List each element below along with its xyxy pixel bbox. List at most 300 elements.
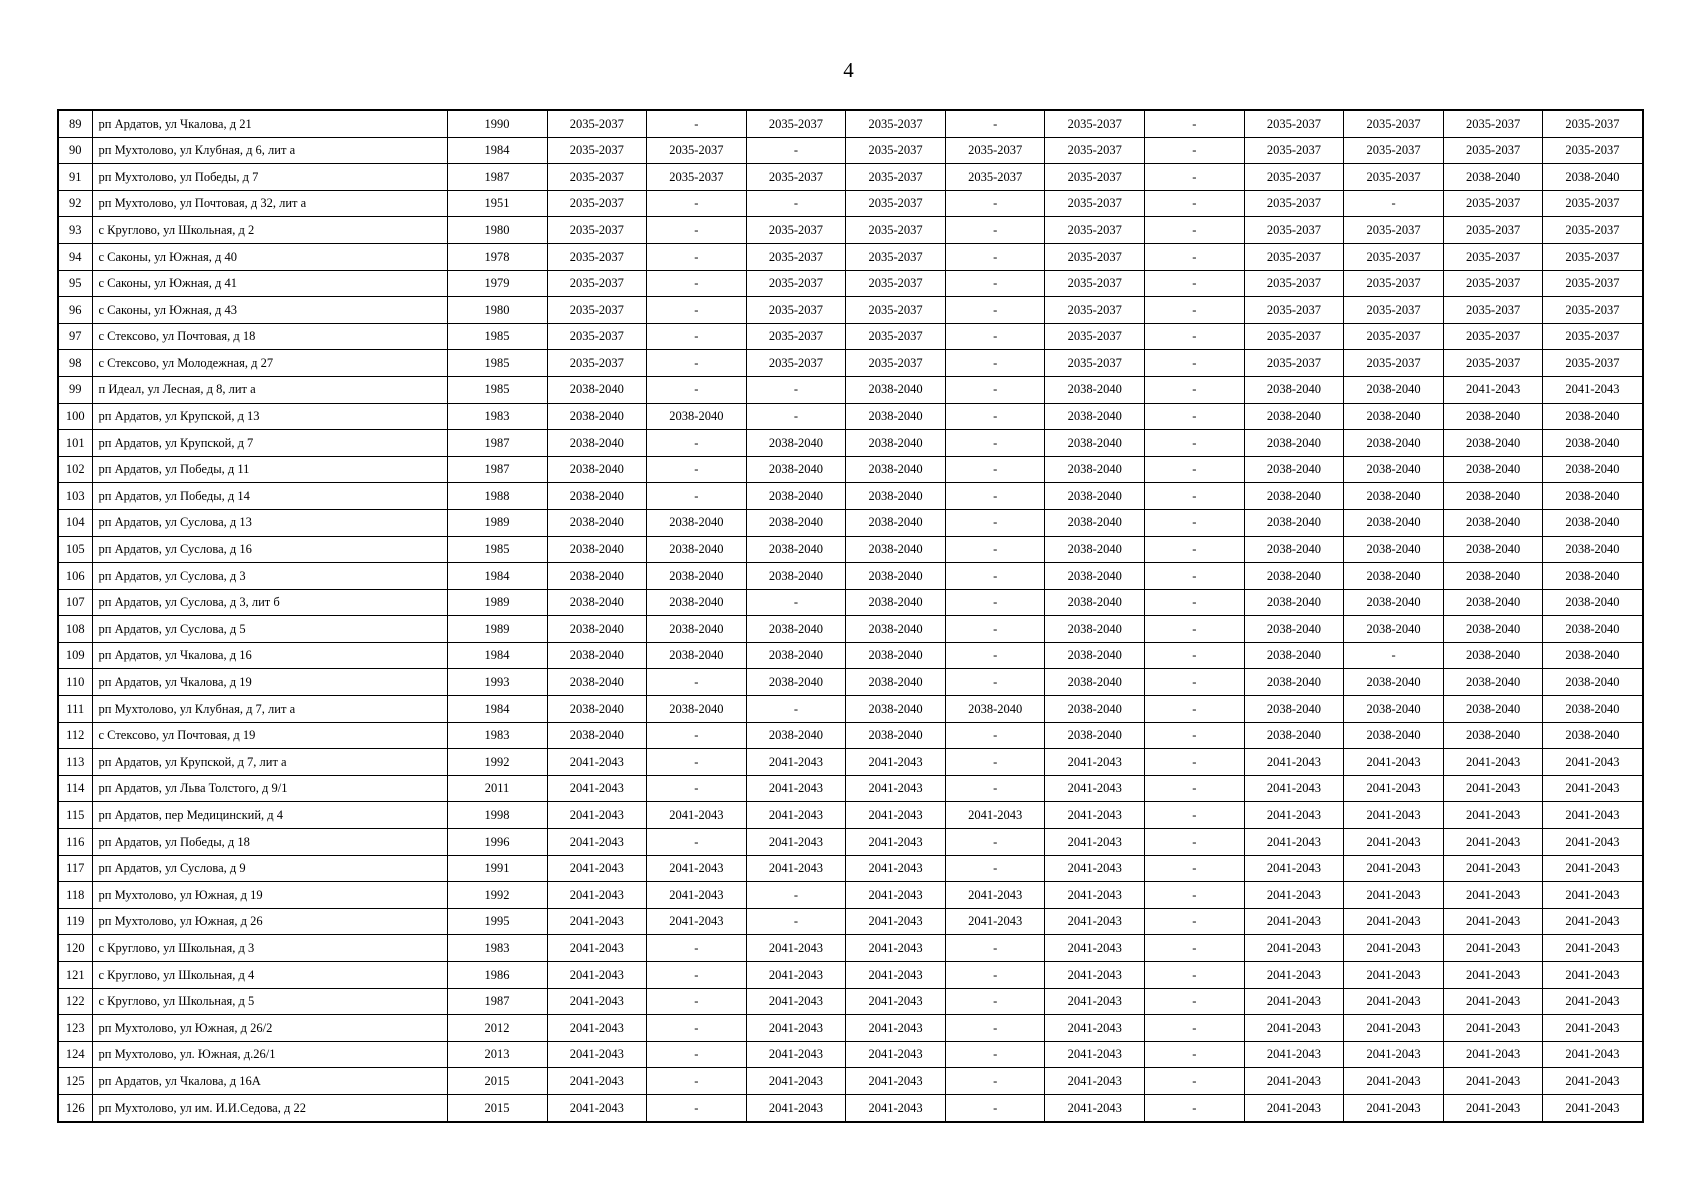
cell-period-col-5: - <box>945 297 1045 324</box>
cell-period-col-9: 2038-2040 <box>1344 430 1444 457</box>
cell-period-col-8: 2041-2043 <box>1244 882 1344 909</box>
cell-row-number: 120 <box>58 935 92 962</box>
cell-period-col-7: - <box>1145 563 1245 590</box>
cell-address: рп Ардатов, ул Чкалова, д 16 <box>92 642 447 669</box>
cell-period-col-8: 2038-2040 <box>1244 696 1344 723</box>
cell-period-col-8: 2038-2040 <box>1244 403 1344 430</box>
cell-period-col-8: 2035-2037 <box>1244 270 1344 297</box>
cell-period-col-2: - <box>647 376 747 403</box>
cell-period-col-8: 2035-2037 <box>1244 164 1344 191</box>
cell-period-col-3: 2038-2040 <box>746 642 846 669</box>
cell-period-col-7: - <box>1145 164 1245 191</box>
cell-address: рп Ардатов, пер Медицинский, д 4 <box>92 802 447 829</box>
cell-period-col-11: 2035-2037 <box>1543 190 1643 217</box>
cell-period-col-5: 2041-2043 <box>945 908 1045 935</box>
cell-period-col-10: 2035-2037 <box>1443 350 1543 377</box>
cell-period-col-5: - <box>945 563 1045 590</box>
table-row <box>58 297 1643 324</box>
table-row <box>58 190 1643 217</box>
cell-period-col-6: 2038-2040 <box>1045 403 1145 430</box>
table-row <box>58 589 1643 616</box>
cell-period-col-6: 2041-2043 <box>1045 1094 1145 1121</box>
cell-period-col-9: 2038-2040 <box>1344 563 1444 590</box>
cell-address: с Стексово, ул Молодежная, д 27 <box>92 350 447 377</box>
cell-period-col-9: 2041-2043 <box>1344 1094 1444 1121</box>
cell-period-col-11: 2038-2040 <box>1543 430 1643 457</box>
cell-period-col-10: 2038-2040 <box>1443 403 1543 430</box>
cell-period-col-11: 2038-2040 <box>1543 669 1643 696</box>
table-row <box>58 164 1643 191</box>
cell-period-col-6: 2038-2040 <box>1045 642 1145 669</box>
cell-period-col-3: - <box>746 403 846 430</box>
table-row <box>58 456 1643 483</box>
cell-period-col-9: 2038-2040 <box>1344 456 1444 483</box>
cell-period-col-7: - <box>1145 350 1245 377</box>
cell-period-col-2: - <box>647 297 747 324</box>
cell-period-col-5: - <box>945 110 1045 137</box>
cell-address: с Круглово, ул Школьная, д 5 <box>92 988 447 1015</box>
cell-period-col-6: 2041-2043 <box>1045 908 1145 935</box>
cell-year-built: 2013 <box>447 1041 547 1068</box>
cell-period-col-8: 2041-2043 <box>1244 1094 1344 1121</box>
cell-period-col-4: 2035-2037 <box>846 270 946 297</box>
cell-period-col-9: 2041-2043 <box>1344 1015 1444 1042</box>
cell-address: рп Ардатов, ул Чкалова, д 19 <box>92 669 447 696</box>
cell-period-col-8: 2038-2040 <box>1244 430 1344 457</box>
cell-address: с Саконы, ул Южная, д 43 <box>92 297 447 324</box>
cell-period-col-10: 2041-2043 <box>1443 962 1543 989</box>
cell-period-col-10: 2041-2043 <box>1443 988 1543 1015</box>
cell-period-col-6: 2038-2040 <box>1045 430 1145 457</box>
cell-period-col-4: 2041-2043 <box>846 1094 946 1121</box>
cell-year-built: 1992 <box>447 749 547 776</box>
cell-year-built: 2011 <box>447 775 547 802</box>
cell-period-col-5: - <box>945 323 1045 350</box>
cell-period-col-3: 2035-2037 <box>746 164 846 191</box>
cell-period-col-8: 2041-2043 <box>1244 1068 1344 1095</box>
cell-address: рп Ардатов, ул Победы, д 14 <box>92 483 447 510</box>
cell-period-col-4: 2038-2040 <box>846 563 946 590</box>
cell-address: с Круглово, ул Школьная, д 4 <box>92 962 447 989</box>
cell-period-col-10: 2038-2040 <box>1443 642 1543 669</box>
cell-period-col-1: 2041-2043 <box>547 749 647 776</box>
table-row <box>58 376 1643 403</box>
cell-period-col-4: 2038-2040 <box>846 589 946 616</box>
cell-period-col-8: 2035-2037 <box>1244 110 1344 137</box>
cell-row-number: 91 <box>58 164 92 191</box>
cell-period-col-7: - <box>1145 270 1245 297</box>
cell-period-col-6: 2035-2037 <box>1045 243 1145 270</box>
cell-period-col-7: - <box>1145 855 1245 882</box>
cell-period-col-2: 2038-2040 <box>647 563 747 590</box>
cell-year-built: 1993 <box>447 669 547 696</box>
table-row <box>58 137 1643 164</box>
table-row <box>58 749 1643 776</box>
cell-period-col-7: - <box>1145 297 1245 324</box>
cell-period-col-9: 2041-2043 <box>1344 802 1444 829</box>
cell-address: рп Ардатов, ул Суслова, д 5 <box>92 616 447 643</box>
table-row <box>58 908 1643 935</box>
cell-row-number: 118 <box>58 882 92 909</box>
cell-period-col-5: 2038-2040 <box>945 696 1045 723</box>
cell-year-built: 1985 <box>447 376 547 403</box>
cell-row-number: 119 <box>58 908 92 935</box>
cell-period-col-9: - <box>1344 642 1444 669</box>
cell-period-col-4: 2041-2043 <box>846 962 946 989</box>
cell-period-col-4: 2038-2040 <box>846 376 946 403</box>
cell-period-col-3: - <box>746 882 846 909</box>
cell-year-built: 1986 <box>447 962 547 989</box>
cell-period-col-11: 2041-2043 <box>1543 829 1643 856</box>
cell-period-col-1: 2035-2037 <box>547 137 647 164</box>
cell-row-number: 124 <box>58 1041 92 1068</box>
cell-period-col-8: 2035-2037 <box>1244 137 1344 164</box>
cell-period-col-1: 2041-2043 <box>547 1015 647 1042</box>
cell-year-built: 1990 <box>447 110 547 137</box>
table-row <box>58 1094 1643 1121</box>
cell-period-col-6: 2038-2040 <box>1045 509 1145 536</box>
cell-period-col-7: - <box>1145 962 1245 989</box>
table-row <box>58 616 1643 643</box>
cell-period-col-1: 2038-2040 <box>547 696 647 723</box>
cell-period-col-4: 2038-2040 <box>846 509 946 536</box>
cell-period-col-4: 2038-2040 <box>846 722 946 749</box>
cell-period-col-3: 2041-2043 <box>746 775 846 802</box>
table-row <box>58 669 1643 696</box>
cell-period-col-6: 2038-2040 <box>1045 696 1145 723</box>
cell-address: рп Ардатов, ул Чкалова, д 21 <box>92 110 447 137</box>
cell-period-col-5: - <box>945 456 1045 483</box>
cell-period-col-1: 2041-2043 <box>547 908 647 935</box>
cell-period-col-4: 2041-2043 <box>846 988 946 1015</box>
cell-period-col-7: - <box>1145 616 1245 643</box>
cell-period-col-5: - <box>945 642 1045 669</box>
cell-period-col-8: 2035-2037 <box>1244 297 1344 324</box>
cell-period-col-6: 2041-2043 <box>1045 962 1145 989</box>
cell-period-col-1: 2035-2037 <box>547 217 647 244</box>
cell-period-col-10: 2041-2043 <box>1443 1041 1543 1068</box>
cell-period-col-2: - <box>647 775 747 802</box>
table-row <box>58 722 1643 749</box>
cell-period-col-10: 2041-2043 <box>1443 1068 1543 1095</box>
cell-period-col-9: 2035-2037 <box>1344 297 1444 324</box>
cell-period-col-10: 2038-2040 <box>1443 430 1543 457</box>
cell-period-col-11: 2041-2043 <box>1543 908 1643 935</box>
cell-period-col-9: 2038-2040 <box>1344 509 1444 536</box>
cell-year-built: 1985 <box>447 536 547 563</box>
cell-period-col-1: 2038-2040 <box>547 456 647 483</box>
cell-period-col-7: - <box>1145 775 1245 802</box>
cell-period-col-7: - <box>1145 323 1245 350</box>
cell-period-col-10: 2038-2040 <box>1443 164 1543 191</box>
cell-period-col-11: 2035-2037 <box>1543 243 1643 270</box>
cell-period-col-6: 2035-2037 <box>1045 110 1145 137</box>
table-row <box>58 988 1643 1015</box>
cell-period-col-11: 2035-2037 <box>1543 297 1643 324</box>
cell-period-col-6: 2038-2040 <box>1045 722 1145 749</box>
cell-year-built: 1984 <box>447 642 547 669</box>
cell-year-built: 1984 <box>447 563 547 590</box>
cell-period-col-5: - <box>945 775 1045 802</box>
cell-period-col-6: 2041-2043 <box>1045 1068 1145 1095</box>
cell-year-built: 1979 <box>447 270 547 297</box>
table-row <box>58 829 1643 856</box>
cell-period-col-1: 2035-2037 <box>547 243 647 270</box>
cell-period-col-6: 2035-2037 <box>1045 270 1145 297</box>
cell-period-col-10: 2035-2037 <box>1443 137 1543 164</box>
table-row <box>58 483 1643 510</box>
cell-period-col-4: 2041-2043 <box>846 882 946 909</box>
cell-period-col-7: - <box>1145 137 1245 164</box>
cell-period-col-5: - <box>945 430 1045 457</box>
cell-period-col-1: 2041-2043 <box>547 962 647 989</box>
cell-period-col-3: 2041-2043 <box>746 829 846 856</box>
cell-year-built: 1987 <box>447 164 547 191</box>
cell-period-col-11: 2041-2043 <box>1543 1068 1643 1095</box>
cell-period-col-7: - <box>1145 669 1245 696</box>
cell-period-col-11: 2038-2040 <box>1543 509 1643 536</box>
cell-row-number: 115 <box>58 802 92 829</box>
cell-period-col-6: 2035-2037 <box>1045 297 1145 324</box>
cell-address: с Саконы, ул Южная, д 40 <box>92 243 447 270</box>
cell-period-col-5: - <box>945 403 1045 430</box>
cell-period-col-2: 2041-2043 <box>647 882 747 909</box>
cell-address: рп Мухтолово, ул Южная, д 19 <box>92 882 447 909</box>
cell-period-col-9: 2038-2040 <box>1344 536 1444 563</box>
cell-address: п Идеал, ул Лесная, д 8, лит а <box>92 376 447 403</box>
cell-period-col-10: 2041-2043 <box>1443 908 1543 935</box>
cell-row-number: 90 <box>58 137 92 164</box>
cell-period-col-11: 2041-2043 <box>1543 749 1643 776</box>
cell-row-number: 121 <box>58 962 92 989</box>
cell-row-number: 102 <box>58 456 92 483</box>
cell-period-col-6: 2041-2043 <box>1045 749 1145 776</box>
cell-period-col-7: - <box>1145 802 1245 829</box>
cell-period-col-9: 2038-2040 <box>1344 616 1444 643</box>
cell-address: рп Мухтолово, ул Победы, д 7 <box>92 164 447 191</box>
cell-period-col-1: 2035-2037 <box>547 270 647 297</box>
cell-period-col-4: 2041-2043 <box>846 802 946 829</box>
cell-period-col-5: - <box>945 988 1045 1015</box>
cell-period-col-9: 2035-2037 <box>1344 217 1444 244</box>
cell-period-col-4: 2038-2040 <box>846 642 946 669</box>
cell-period-col-11: 2038-2040 <box>1543 164 1643 191</box>
cell-period-col-11: 2035-2037 <box>1543 270 1643 297</box>
cell-period-col-7: - <box>1145 1094 1245 1121</box>
cell-period-col-1: 2038-2040 <box>547 430 647 457</box>
cell-period-col-7: - <box>1145 509 1245 536</box>
cell-address: рп Ардатов, ул Суслова, д 3 <box>92 563 447 590</box>
cell-row-number: 95 <box>58 270 92 297</box>
cell-period-col-4: 2035-2037 <box>846 243 946 270</box>
cell-period-col-8: 2035-2037 <box>1244 323 1344 350</box>
cell-period-col-10: 2041-2043 <box>1443 802 1543 829</box>
cell-period-col-6: 2035-2037 <box>1045 190 1145 217</box>
cell-period-col-9: 2041-2043 <box>1344 935 1444 962</box>
cell-row-number: 89 <box>58 110 92 137</box>
cell-row-number: 125 <box>58 1068 92 1095</box>
cell-period-col-11: 2041-2043 <box>1543 1094 1643 1121</box>
cell-year-built: 1983 <box>447 935 547 962</box>
cell-period-col-9: 2041-2043 <box>1344 829 1444 856</box>
cell-period-col-7: - <box>1145 749 1245 776</box>
cell-period-col-10: 2041-2043 <box>1443 882 1543 909</box>
cell-period-col-5: - <box>945 536 1045 563</box>
cell-period-col-6: 2038-2040 <box>1045 536 1145 563</box>
cell-year-built: 1951 <box>447 190 547 217</box>
cell-period-col-5: - <box>945 509 1045 536</box>
cell-period-col-1: 2038-2040 <box>547 589 647 616</box>
cell-period-col-7: - <box>1145 430 1245 457</box>
cell-period-col-10: 2035-2037 <box>1443 110 1543 137</box>
cell-period-col-4: 2035-2037 <box>846 164 946 191</box>
cell-address: рп Мухтолово, ул им. И.И.Седова, д 22 <box>92 1094 447 1121</box>
cell-period-col-8: 2041-2043 <box>1244 935 1344 962</box>
cell-period-col-9: - <box>1344 190 1444 217</box>
cell-period-col-10: 2041-2043 <box>1443 855 1543 882</box>
cell-row-number: 93 <box>58 217 92 244</box>
cell-period-col-9: 2038-2040 <box>1344 403 1444 430</box>
cell-period-col-2: - <box>647 350 747 377</box>
cell-period-col-9: 2041-2043 <box>1344 1041 1444 1068</box>
cell-address: рп Ардатов, ул Суслова, д 13 <box>92 509 447 536</box>
cell-period-col-7: - <box>1145 1015 1245 1042</box>
cell-period-col-4: 2041-2043 <box>846 908 946 935</box>
cell-row-number: 96 <box>58 297 92 324</box>
cell-period-col-8: 2038-2040 <box>1244 483 1344 510</box>
cell-period-col-10: 2038-2040 <box>1443 696 1543 723</box>
cell-period-col-4: 2035-2037 <box>846 110 946 137</box>
cell-period-col-7: - <box>1145 376 1245 403</box>
cell-period-col-5: - <box>945 1041 1045 1068</box>
cell-period-col-3: 2035-2037 <box>746 110 846 137</box>
cell-period-col-8: 2038-2040 <box>1244 642 1344 669</box>
cell-period-col-1: 2038-2040 <box>547 722 647 749</box>
cell-period-col-6: 2038-2040 <box>1045 376 1145 403</box>
repair-schedule-table <box>57 109 1644 1123</box>
cell-period-col-10: 2041-2043 <box>1443 376 1543 403</box>
cell-period-col-2: 2038-2040 <box>647 696 747 723</box>
cell-period-col-11: 2041-2043 <box>1543 882 1643 909</box>
cell-period-col-3: 2041-2043 <box>746 749 846 776</box>
cell-address: рп Мухтолово, ул Южная, д 26/2 <box>92 1015 447 1042</box>
cell-period-col-7: - <box>1145 243 1245 270</box>
cell-period-col-2: - <box>647 749 747 776</box>
table-row <box>58 882 1643 909</box>
cell-period-col-5: - <box>945 589 1045 616</box>
cell-period-col-2: - <box>647 1094 747 1121</box>
cell-row-number: 92 <box>58 190 92 217</box>
cell-period-col-11: 2041-2043 <box>1543 962 1643 989</box>
cell-period-col-3: 2035-2037 <box>746 243 846 270</box>
cell-period-col-7: - <box>1145 589 1245 616</box>
table-row <box>58 696 1643 723</box>
cell-year-built: 1996 <box>447 829 547 856</box>
cell-period-col-3: - <box>746 696 846 723</box>
cell-period-col-2: - <box>647 323 747 350</box>
cell-period-col-11: 2038-2040 <box>1543 722 1643 749</box>
cell-period-col-4: 2038-2040 <box>846 616 946 643</box>
cell-period-col-11: 2041-2043 <box>1543 855 1643 882</box>
cell-period-col-8: 2041-2043 <box>1244 829 1344 856</box>
cell-period-col-10: 2041-2043 <box>1443 1094 1543 1121</box>
cell-period-col-1: 2041-2043 <box>547 882 647 909</box>
cell-period-col-7: - <box>1145 483 1245 510</box>
cell-period-col-4: 2038-2040 <box>846 696 946 723</box>
cell-period-col-5: - <box>945 190 1045 217</box>
cell-period-col-6: 2041-2043 <box>1045 829 1145 856</box>
cell-period-col-5: - <box>945 376 1045 403</box>
cell-address: рп Ардатов, ул Льва Толстого, д 9/1 <box>92 775 447 802</box>
cell-period-col-1: 2038-2040 <box>547 509 647 536</box>
cell-period-col-1: 2035-2037 <box>547 297 647 324</box>
cell-year-built: 1987 <box>447 456 547 483</box>
cell-period-col-1: 2041-2043 <box>547 829 647 856</box>
page-number: 4 <box>843 58 854 82</box>
cell-period-col-1: 2038-2040 <box>547 616 647 643</box>
cell-period-col-3: 2035-2037 <box>746 217 846 244</box>
cell-period-col-6: 2035-2037 <box>1045 350 1145 377</box>
cell-period-col-7: - <box>1145 882 1245 909</box>
cell-period-col-3: 2038-2040 <box>746 669 846 696</box>
cell-period-col-4: 2038-2040 <box>846 403 946 430</box>
cell-address: рп Ардатов, ул Чкалова, д 16А <box>92 1068 447 1095</box>
cell-period-col-2: 2041-2043 <box>647 855 747 882</box>
cell-row-number: 98 <box>58 350 92 377</box>
cell-period-col-10: 2035-2037 <box>1443 217 1543 244</box>
cell-period-col-11: 2038-2040 <box>1543 616 1643 643</box>
cell-period-col-10: 2041-2043 <box>1443 829 1543 856</box>
cell-period-col-5: 2041-2043 <box>945 802 1045 829</box>
cell-year-built: 1984 <box>447 137 547 164</box>
table-body <box>58 110 1643 1122</box>
cell-row-number: 126 <box>58 1094 92 1121</box>
cell-period-col-1: 2041-2043 <box>547 1094 647 1121</box>
cell-period-col-1: 2038-2040 <box>547 563 647 590</box>
cell-period-col-8: 2035-2037 <box>1244 190 1344 217</box>
cell-period-col-5: - <box>945 270 1045 297</box>
cell-period-col-6: 2035-2037 <box>1045 137 1145 164</box>
cell-period-col-10: 2038-2040 <box>1443 456 1543 483</box>
cell-period-col-5: - <box>945 669 1045 696</box>
cell-period-col-5: - <box>945 616 1045 643</box>
cell-period-col-9: 2035-2037 <box>1344 323 1444 350</box>
table-row <box>58 110 1643 137</box>
cell-period-col-1: 2035-2037 <box>547 164 647 191</box>
cell-period-col-8: 2038-2040 <box>1244 669 1344 696</box>
cell-year-built: 2012 <box>447 1015 547 1042</box>
table-row <box>58 217 1643 244</box>
cell-period-col-11: 2038-2040 <box>1543 456 1643 483</box>
cell-address: рп Ардатов, ул Суслова, д 3, лит б <box>92 589 447 616</box>
cell-period-col-5: - <box>945 749 1045 776</box>
cell-period-col-8: 2038-2040 <box>1244 456 1344 483</box>
cell-period-col-3: 2038-2040 <box>746 509 846 536</box>
table-row <box>58 509 1643 536</box>
cell-year-built: 1988 <box>447 483 547 510</box>
cell-address: рп Ардатов, ул Крупской, д 13 <box>92 403 447 430</box>
cell-year-built: 1978 <box>447 243 547 270</box>
cell-period-col-1: 2038-2040 <box>547 376 647 403</box>
table-row <box>58 536 1643 563</box>
cell-period-col-7: - <box>1145 217 1245 244</box>
cell-row-number: 110 <box>58 669 92 696</box>
table-row <box>58 323 1643 350</box>
cell-period-col-3: 2041-2043 <box>746 1068 846 1095</box>
cell-period-col-11: 2035-2037 <box>1543 137 1643 164</box>
cell-address: с Круглово, ул Школьная, д 3 <box>92 935 447 962</box>
cell-period-col-7: - <box>1145 988 1245 1015</box>
